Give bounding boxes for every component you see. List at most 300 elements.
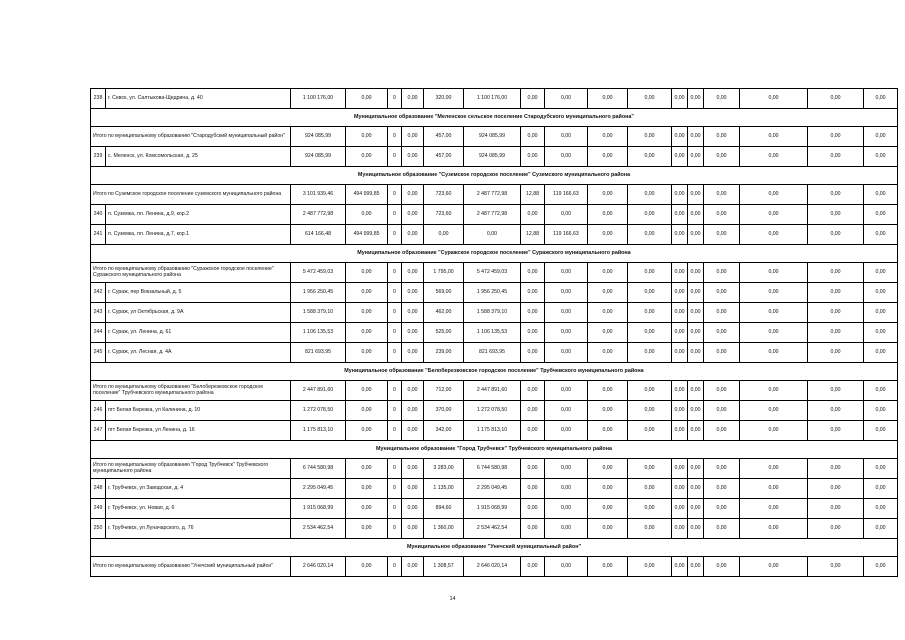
value-cell: 1 272 078,50 <box>291 401 346 421</box>
value-cell: 0 <box>388 283 402 303</box>
value-cell: 0,00 <box>402 89 424 109</box>
value-cell: 0,00 <box>688 557 704 577</box>
value-cell: 0,00 <box>808 323 864 343</box>
value-cell: 0,00 <box>402 499 424 519</box>
value-cell: 0,00 <box>740 283 808 303</box>
value-cell: 0,00 <box>704 519 740 539</box>
row-number: 240 <box>91 205 106 225</box>
value-cell: 1 308,57 <box>424 557 464 577</box>
value-cell: 0 <box>388 421 402 441</box>
value-cell: 0,00 <box>588 381 628 401</box>
value-cell: 0,00 <box>688 303 704 323</box>
address-cell: г. Трубчевск, ул Заводская, д. 4 <box>106 479 291 499</box>
value-cell: 712,00 <box>424 381 464 401</box>
value-cell: 0,00 <box>588 479 628 499</box>
value-cell: 0,00 <box>688 421 704 441</box>
value-cell: 0 <box>388 343 402 363</box>
value-cell: 0,00 <box>346 381 388 401</box>
value-cell: 0,00 <box>672 381 688 401</box>
value-cell: 0,00 <box>521 479 545 499</box>
value-cell: 0,00 <box>402 127 424 147</box>
address-cell: пгт Белая Березка, ул Калинина, д. 10 <box>106 401 291 421</box>
value-cell: 0,00 <box>864 479 898 499</box>
value-cell: 2 487 772,98 <box>464 205 521 225</box>
value-cell: 0,00 <box>864 89 898 109</box>
value-cell: 0,00 <box>545 499 588 519</box>
value-cell: 0,00 <box>628 499 672 519</box>
value-cell: 0,00 <box>864 421 898 441</box>
value-cell: 0 <box>388 381 402 401</box>
value-cell: 0,00 <box>402 519 424 539</box>
value-cell: 0,00 <box>628 89 672 109</box>
value-cell: 0,00 <box>688 147 704 167</box>
value-cell: 0,00 <box>628 127 672 147</box>
value-cell: 0,00 <box>688 205 704 225</box>
value-cell: 12,88 <box>521 225 545 245</box>
value-cell: 0,00 <box>808 499 864 519</box>
value-cell: 2 646 020,14 <box>291 557 346 577</box>
table-row <box>91 323 898 343</box>
value-cell: 1 588 379,10 <box>464 303 521 323</box>
subtotal-row <box>91 127 898 147</box>
value-cell: 2 534 462,54 <box>464 519 521 539</box>
value-cell: 0,00 <box>864 225 898 245</box>
value-cell: 525,00 <box>424 323 464 343</box>
value-cell: 0,00 <box>704 225 740 245</box>
address-cell: г. Севск, ул. Салтыкова-Щедрина, д. 40 <box>106 89 291 109</box>
value-cell: 0,00 <box>545 127 588 147</box>
value-cell: 0,00 <box>545 89 588 109</box>
value-cell: 0,00 <box>346 147 388 167</box>
value-cell: 342,00 <box>424 421 464 441</box>
value-cell: 0,00 <box>588 127 628 147</box>
row-number: 246 <box>91 401 106 421</box>
value-cell: 0,00 <box>346 303 388 323</box>
value-cell: 0,00 <box>704 185 740 205</box>
row-number: 242 <box>91 283 106 303</box>
value-cell: 0,00 <box>808 127 864 147</box>
value-cell: 821 693,95 <box>464 343 521 363</box>
value-cell: 924 085,99 <box>464 147 521 167</box>
value-cell: 0,00 <box>545 479 588 499</box>
value-cell: 2 487 772,98 <box>291 205 346 225</box>
value-cell: 0,00 <box>808 303 864 323</box>
value-cell: 0,00 <box>740 459 808 479</box>
value-cell: 0,00 <box>402 147 424 167</box>
value-cell: 239,00 <box>424 343 464 363</box>
value-cell: 494 999,85 <box>346 185 388 205</box>
section-header-row <box>91 539 898 557</box>
section-title: Муниципальное образование "Суражское городское поселение" Суражского муниципального района <box>91 245 898 263</box>
value-cell: 0,00 <box>628 185 672 205</box>
value-cell: 0,00 <box>672 519 688 539</box>
value-cell: 0,00 <box>704 283 740 303</box>
value-cell: 924 085,99 <box>291 127 346 147</box>
value-cell: 0,00 <box>808 185 864 205</box>
value-cell: 0,00 <box>628 557 672 577</box>
value-cell: 0,00 <box>521 381 545 401</box>
table-row <box>91 421 898 441</box>
value-cell: 569,00 <box>424 283 464 303</box>
value-cell: 0,00 <box>521 459 545 479</box>
value-cell: 0,00 <box>808 401 864 421</box>
value-cell: 0,00 <box>464 225 521 245</box>
subtotal-row <box>91 459 898 479</box>
value-cell: 0,00 <box>588 421 628 441</box>
value-cell: 0,00 <box>545 519 588 539</box>
row-number: 244 <box>91 323 106 343</box>
subtotal-label: Итого по Суземское городское поселение суземского муниципального района <box>91 185 291 205</box>
value-cell: 0,00 <box>521 499 545 519</box>
value-cell: 3 283,00 <box>424 459 464 479</box>
value-cell: 0,00 <box>346 205 388 225</box>
subtotal-row <box>91 381 898 401</box>
value-cell: 0,00 <box>688 323 704 343</box>
value-cell: 0,00 <box>402 263 424 283</box>
value-cell: 462,00 <box>424 303 464 323</box>
address-cell: г. Трубчевск, ул. Новая, д. 6 <box>106 499 291 519</box>
value-cell: 2 487 772,98 <box>464 185 521 205</box>
value-cell: 0,00 <box>545 205 588 225</box>
value-cell: 0,00 <box>424 225 464 245</box>
value-cell: 1 915 068,99 <box>464 499 521 519</box>
row-number: 241 <box>91 225 106 245</box>
value-cell: 0,00 <box>672 205 688 225</box>
value-cell: 0,00 <box>588 283 628 303</box>
value-cell: 0,00 <box>521 401 545 421</box>
value-cell: 370,00 <box>424 401 464 421</box>
value-cell: 0,00 <box>545 283 588 303</box>
value-cell: 0 <box>388 519 402 539</box>
value-cell: 0 <box>388 147 402 167</box>
value-cell: 0,00 <box>628 323 672 343</box>
value-cell: 0,00 <box>688 283 704 303</box>
value-cell: 1 915 068,99 <box>291 499 346 519</box>
value-cell: 0,00 <box>808 89 864 109</box>
value-cell: 0,00 <box>628 401 672 421</box>
value-cell: 0,00 <box>688 225 704 245</box>
value-cell: 0,00 <box>628 225 672 245</box>
subtotal-label: Итого по муниципальному образованию "Суражское городское поселение" Суражского муниципального района <box>91 263 291 283</box>
value-cell: 0,00 <box>588 323 628 343</box>
row-number: 243 <box>91 303 106 323</box>
value-cell: 0,00 <box>688 89 704 109</box>
value-cell: 0,00 <box>521 421 545 441</box>
value-cell: 0,00 <box>402 421 424 441</box>
value-cell: 0,00 <box>628 263 672 283</box>
value-cell: 1 956 250,45 <box>291 283 346 303</box>
value-cell: 0,00 <box>521 343 545 363</box>
value-cell: 0,00 <box>704 343 740 363</box>
value-cell: 0,00 <box>588 401 628 421</box>
value-cell: 0,00 <box>346 421 388 441</box>
value-cell: 0,00 <box>521 205 545 225</box>
value-cell: 6 744 580,98 <box>464 459 521 479</box>
value-cell: 0 <box>388 557 402 577</box>
value-cell: 0,00 <box>688 401 704 421</box>
value-cell: 0,00 <box>864 381 898 401</box>
value-cell: 0,00 <box>346 401 388 421</box>
value-cell: 119 166,63 <box>545 225 588 245</box>
value-cell: 0 <box>388 303 402 323</box>
value-cell: 0,00 <box>402 185 424 205</box>
value-cell: 0,00 <box>628 459 672 479</box>
value-cell: 0,00 <box>545 263 588 283</box>
table-row <box>91 499 898 519</box>
value-cell: 924 085,99 <box>464 127 521 147</box>
row-number: 239 <box>91 147 106 167</box>
value-cell: 0,00 <box>346 283 388 303</box>
value-cell: 0,00 <box>672 303 688 323</box>
value-cell: 1 135,00 <box>424 479 464 499</box>
value-cell: 723,60 <box>424 205 464 225</box>
value-cell: 0,00 <box>545 557 588 577</box>
value-cell: 0,00 <box>521 89 545 109</box>
value-cell: 0,00 <box>402 479 424 499</box>
value-cell: 0,00 <box>864 303 898 323</box>
section-header-row <box>91 363 898 381</box>
value-cell: 5 472 459,03 <box>464 263 521 283</box>
value-cell: 0,00 <box>864 557 898 577</box>
value-cell: 1 795,00 <box>424 263 464 283</box>
value-cell: 0,00 <box>864 283 898 303</box>
value-cell: 723,60 <box>424 185 464 205</box>
row-number: 248 <box>91 479 106 499</box>
value-cell: 0,00 <box>628 479 672 499</box>
value-cell: 6 744 580,98 <box>291 459 346 479</box>
value-cell: 0,00 <box>588 205 628 225</box>
value-cell: 0,00 <box>740 519 808 539</box>
value-cell: 0,00 <box>402 557 424 577</box>
value-cell: 0,00 <box>672 89 688 109</box>
value-cell: 0,00 <box>864 343 898 363</box>
value-cell: 0,00 <box>402 205 424 225</box>
value-cell: 2 295 049,45 <box>291 479 346 499</box>
value-cell: 2 447 891,60 <box>291 381 346 401</box>
row-number: 247 <box>91 421 106 441</box>
table-row <box>91 343 898 363</box>
address-cell: г. Трубчевск, ул Луначарского, д. 76 <box>106 519 291 539</box>
value-cell: 0,00 <box>402 381 424 401</box>
value-cell: 0,00 <box>521 127 545 147</box>
value-cell: 0,00 <box>740 89 808 109</box>
value-cell: 0,00 <box>545 381 588 401</box>
row-number: 245 <box>91 343 106 363</box>
value-cell: 0,00 <box>588 343 628 363</box>
value-cell: 0,00 <box>672 323 688 343</box>
value-cell: 0,00 <box>346 343 388 363</box>
value-cell: 0,00 <box>740 557 808 577</box>
value-cell: 3 101 939,46 <box>291 185 346 205</box>
value-cell: 0,00 <box>688 499 704 519</box>
value-cell: 0,00 <box>704 381 740 401</box>
value-cell: 614 166,48 <box>291 225 346 245</box>
table-row <box>91 89 898 109</box>
row-number: 238 <box>91 89 106 109</box>
value-cell: 0,00 <box>740 401 808 421</box>
table-row <box>91 479 898 499</box>
value-cell: 0,00 <box>704 557 740 577</box>
value-cell: 0,00 <box>672 283 688 303</box>
value-cell: 0,00 <box>740 263 808 283</box>
value-cell: 0,00 <box>808 557 864 577</box>
value-cell: 0,00 <box>808 343 864 363</box>
value-cell: 0,00 <box>704 421 740 441</box>
value-cell: 0,00 <box>628 205 672 225</box>
value-cell: 0,00 <box>628 381 672 401</box>
value-cell: 0,00 <box>545 303 588 323</box>
table-row <box>91 519 898 539</box>
value-cell: 0,00 <box>808 381 864 401</box>
value-cell: 0,00 <box>346 459 388 479</box>
value-cell: 0,00 <box>588 147 628 167</box>
address-cell: г. Сураж, ул. Лесная, д. 4А <box>106 343 291 363</box>
value-cell: 0,00 <box>402 323 424 343</box>
subtotal-row <box>91 185 898 205</box>
value-cell: 0,00 <box>588 303 628 323</box>
value-cell: 0,00 <box>808 421 864 441</box>
value-cell: 0,00 <box>704 323 740 343</box>
value-cell: 0,00 <box>588 89 628 109</box>
value-cell: 0,00 <box>704 127 740 147</box>
value-cell: 0,00 <box>545 421 588 441</box>
section-title: Муниципальное образование "Город Трубчевск" Трубчевского муниципального района <box>91 441 898 459</box>
value-cell: 0 <box>388 89 402 109</box>
value-cell: 0,00 <box>740 225 808 245</box>
address-cell: г. Сураж, ул. Ленина, д. 61 <box>106 323 291 343</box>
value-cell: 1 588 379,10 <box>291 303 346 323</box>
value-cell: 0,00 <box>672 401 688 421</box>
address-cell: п. Суземка, пл. Ленина, д.7, кор.1 <box>106 225 291 245</box>
value-cell: 0,00 <box>808 519 864 539</box>
address-cell: г. Сураж, ул Октябрьская, д. 9А <box>106 303 291 323</box>
value-cell: 0,00 <box>402 303 424 323</box>
value-cell: 0,00 <box>588 225 628 245</box>
value-cell: 0,00 <box>402 343 424 363</box>
value-cell: 0,00 <box>808 459 864 479</box>
value-cell: 0,00 <box>704 459 740 479</box>
value-cell: 0,00 <box>864 147 898 167</box>
table-row <box>91 147 898 167</box>
row-number: 250 <box>91 519 106 539</box>
value-cell: 0,00 <box>864 263 898 283</box>
value-cell: 0,00 <box>688 519 704 539</box>
value-cell: 1 360,00 <box>424 519 464 539</box>
value-cell: 0,00 <box>588 185 628 205</box>
subtotal-label: Итого по муниципальному образованию "Город Трубчевск" Трубчевского муниципального района <box>91 459 291 479</box>
section-title: Муниципальное образование "Белоберезковское городское поселение" Трубчевского муниципального района <box>91 363 898 381</box>
subtotal-label: Итого по муниципальному образованию "Белоберезковское городское поселение" Трубчевского муниципального района <box>91 381 291 401</box>
value-cell: 0,00 <box>688 185 704 205</box>
value-cell: 0,00 <box>704 263 740 283</box>
value-cell: 2 646 020,14 <box>464 557 521 577</box>
value-cell: 821 693,95 <box>291 343 346 363</box>
section-header-row <box>91 109 898 127</box>
value-cell: 0,00 <box>864 401 898 421</box>
value-cell: 0,00 <box>672 185 688 205</box>
value-cell: 0,00 <box>688 343 704 363</box>
value-cell: 0,00 <box>402 283 424 303</box>
subtotal-label: Итого по муниципальному образованию "Унечский муниципальный район" <box>91 557 291 577</box>
value-cell: 0,00 <box>521 283 545 303</box>
value-cell: 119 166,63 <box>545 185 588 205</box>
address-cell: п. Суземка, пл. Ленина, д.9, кор.2 <box>106 205 291 225</box>
value-cell: 0,00 <box>346 479 388 499</box>
value-cell: 1 100 176,00 <box>464 89 521 109</box>
value-cell: 12,88 <box>521 185 545 205</box>
value-cell: 0,00 <box>545 459 588 479</box>
subtotal-row <box>91 263 898 283</box>
value-cell: 0 <box>388 263 402 283</box>
value-cell: 0,00 <box>545 147 588 167</box>
value-cell: 0,00 <box>740 479 808 499</box>
table-row <box>91 303 898 323</box>
value-cell: 0,00 <box>588 519 628 539</box>
value-cell: 0,00 <box>864 459 898 479</box>
value-cell: 0,00 <box>740 381 808 401</box>
table-row <box>91 225 898 245</box>
value-cell: 0,00 <box>628 519 672 539</box>
value-cell: 1 272 078,50 <box>464 401 521 421</box>
value-cell: 0,00 <box>808 263 864 283</box>
subtotal-row <box>91 557 898 577</box>
value-cell: 0,00 <box>864 127 898 147</box>
value-cell: 0,00 <box>672 499 688 519</box>
section-header-row <box>91 441 898 459</box>
value-cell: 0,00 <box>402 225 424 245</box>
value-cell: 0 <box>388 499 402 519</box>
value-cell: 0,00 <box>628 303 672 323</box>
value-cell: 0,00 <box>688 127 704 147</box>
section-title: Муниципальное образование "Суземское городское поселение" Суземского муниципального района <box>91 167 898 185</box>
value-cell: 0,00 <box>545 343 588 363</box>
value-cell: 0,00 <box>672 147 688 167</box>
address-cell: с. Меленск, ул. Комсомольская, д. 25 <box>106 147 291 167</box>
value-cell: 0,00 <box>864 499 898 519</box>
value-cell: 0,00 <box>346 323 388 343</box>
page-number: 14 <box>449 596 456 602</box>
value-cell: 0,00 <box>545 401 588 421</box>
value-cell: 0,00 <box>704 147 740 167</box>
value-cell: 0 <box>388 127 402 147</box>
section-header-row <box>91 245 898 263</box>
section-header-row <box>91 167 898 185</box>
address-cell: г. Сураж, пер Вокзальный, д. 5 <box>106 283 291 303</box>
section-title: Муниципальное образование "Меленское сельское поселение Стародубского муниципального района" <box>91 109 898 127</box>
value-cell: 457,00 <box>424 147 464 167</box>
value-cell: 0,00 <box>704 479 740 499</box>
value-cell: 0,00 <box>346 499 388 519</box>
value-cell: 0,00 <box>672 421 688 441</box>
value-cell: 0,00 <box>521 147 545 167</box>
value-cell: 0,00 <box>808 225 864 245</box>
value-cell: 0,00 <box>346 519 388 539</box>
value-cell: 0,00 <box>628 283 672 303</box>
value-cell: 2 295 049,45 <box>464 479 521 499</box>
value-cell: 2 447 891,60 <box>464 381 521 401</box>
value-cell: 0,00 <box>864 323 898 343</box>
value-cell: 0,00 <box>808 147 864 167</box>
value-cell: 0,00 <box>864 185 898 205</box>
value-cell: 0,00 <box>628 147 672 167</box>
value-cell: 457,00 <box>424 127 464 147</box>
row-number: 249 <box>91 499 106 519</box>
value-cell: 1 106 135,53 <box>291 323 346 343</box>
value-cell: 0,00 <box>740 323 808 343</box>
value-cell: 0,00 <box>688 263 704 283</box>
value-cell: 0,00 <box>688 459 704 479</box>
value-cell: 924 085,99 <box>291 147 346 167</box>
